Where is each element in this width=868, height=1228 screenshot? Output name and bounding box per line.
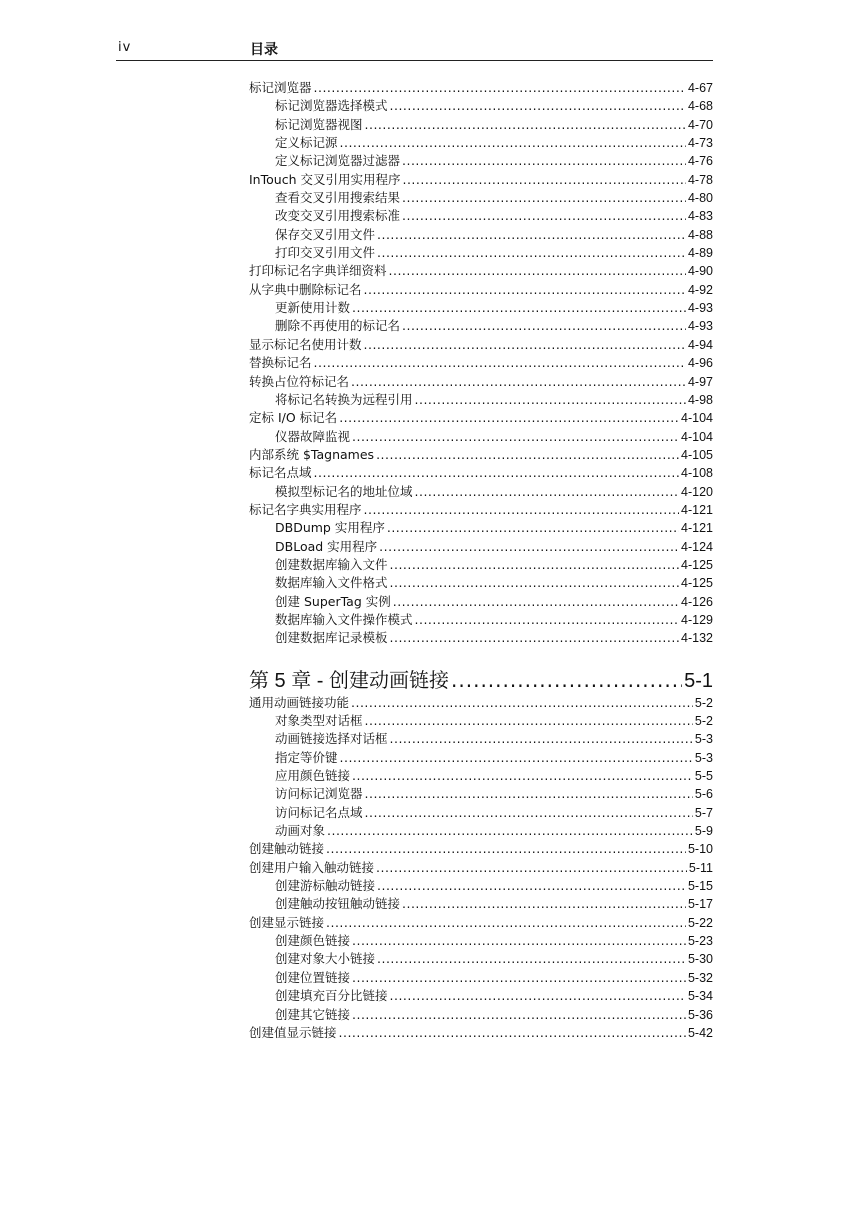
toc-entry-page: 4-94 <box>687 337 713 352</box>
dot-leader <box>389 262 686 280</box>
toc-entry-page: 5-5 <box>694 769 713 784</box>
toc-entry-label: 创建数据库记录模板 <box>275 630 388 646</box>
table-of-contents <box>249 79 713 1042</box>
toc-entry-page: 4-120 <box>681 484 713 499</box>
toc-entry-label: 内部系统 $Tagnames <box>249 446 375 462</box>
toc-entry-page: 4-105 <box>681 447 713 462</box>
dot-leader <box>415 483 680 501</box>
dot-leader <box>352 767 693 785</box>
toc-entry[interactable] <box>249 409 713 427</box>
dot-leader <box>352 428 679 446</box>
dot-leader <box>326 914 686 932</box>
toc-entry[interactable] <box>249 281 713 299</box>
toc-entry-page: 4-125 <box>681 557 713 572</box>
toc-entry-page: 4-124 <box>681 539 713 554</box>
toc-entry-label: DBLoad 实用程序 <box>275 538 378 554</box>
dot-leader <box>376 859 687 877</box>
toc-entry-page: 5-17 <box>687 897 713 912</box>
toc-entry-label: 对象类型对话框 <box>275 713 363 728</box>
toc-entry[interactable] <box>249 428 713 446</box>
toc-entry-page: 4-78 <box>687 172 713 187</box>
toc-entry-label: 数据库输入文件操作模式 <box>275 611 413 627</box>
toc-entry[interactable] <box>249 446 713 464</box>
toc-entry-page: 5-15 <box>687 879 713 894</box>
dot-leader <box>379 538 679 556</box>
toc-entry-label: InTouch 交叉引用实用程序 <box>249 171 401 187</box>
dot-leader <box>326 840 686 858</box>
toc-entry-label: 定义标记浏览器过滤器 <box>275 153 401 169</box>
dot-leader <box>352 299 686 317</box>
dot-leader <box>365 804 693 822</box>
toc-entry[interactable] <box>249 189 713 207</box>
chapter-title: 第 5 章 - 创建动画链接 <box>249 669 450 692</box>
toc-entry-label: 标记名点域 <box>249 465 312 481</box>
dot-leader <box>415 391 686 409</box>
toc-entry-page: 4-76 <box>687 154 713 169</box>
toc-entry[interactable] <box>249 299 713 317</box>
toc-entry-page: 4-104 <box>681 429 713 444</box>
dot-leader <box>402 317 686 335</box>
toc-entry-label: 动画链接选择对话框 <box>275 731 388 747</box>
toc-entry-label: 标记浏览器视图 <box>275 116 363 132</box>
dot-leader <box>402 895 686 913</box>
toc-entry-page: 4-125 <box>681 576 713 591</box>
toc-entry-label: 从字典中删除标记名 <box>249 281 362 297</box>
toc-entry-label: 标记浏览器选择模式 <box>275 98 388 114</box>
toc-entry[interactable] <box>249 501 713 519</box>
dot-leader <box>314 354 686 372</box>
toc-entry[interactable] <box>249 574 713 592</box>
toc-entry[interactable] <box>249 877 713 895</box>
dot-leader <box>390 556 680 574</box>
toc-entry-label: 保存交叉引用文件 <box>275 226 376 242</box>
toc-entry-page: 4-88 <box>687 227 713 242</box>
dot-leader <box>314 79 686 97</box>
dot-leader <box>352 932 686 950</box>
toc-entry-label: 打印交叉引用文件 <box>275 245 376 261</box>
dot-leader <box>390 629 680 647</box>
toc-entry[interactable] <box>249 987 713 1005</box>
toc-entry[interactable] <box>249 611 713 629</box>
toc-entry-page: 4-104 <box>681 411 713 426</box>
toc-entry-label: 创建数据库输入文件 <box>275 556 388 572</box>
dot-leader <box>402 152 686 170</box>
toc-entry[interactable] <box>249 914 713 932</box>
toc-entry-label: 打印标记名字典详细资料 <box>249 263 387 279</box>
toc-entry-label: 定标 I/O 标记名 <box>249 410 338 426</box>
dot-leader <box>377 877 686 895</box>
toc-entry-page: 5-23 <box>687 934 713 949</box>
toc-entry-label: 指定等价键 <box>275 749 338 765</box>
dot-leader <box>393 593 679 611</box>
toc-entry-page: 5-6 <box>694 787 713 802</box>
toc-entry-label: 创建对象大小链接 <box>275 951 376 967</box>
toc-entry-label: 更新使用计数 <box>275 300 351 316</box>
toc-entry[interactable] <box>249 483 713 501</box>
toc-entry-page: 4-92 <box>687 282 713 297</box>
toc-entry[interactable] <box>249 519 713 537</box>
toc-entry-label: 访问标记浏览器 <box>275 786 363 802</box>
toc-entry[interactable] <box>249 152 713 170</box>
toc-entry[interactable] <box>249 767 713 785</box>
toc-section-5 <box>249 694 713 1043</box>
dot-leader <box>365 785 693 803</box>
toc-entry[interactable] <box>249 712 713 730</box>
toc-entry-label: 访问标记名点域 <box>275 804 363 820</box>
toc-entry-page: 5-7 <box>694 805 713 820</box>
toc-entry-label: 创建颜色链接 <box>275 933 351 949</box>
toc-entry-page: 5-9 <box>694 824 713 839</box>
toc-entry-label: 删除不再使用的标记名 <box>275 318 401 334</box>
toc-entry-label: 创建用户输入触动链接 <box>249 859 375 875</box>
toc-entry-label: 创建触动按钮触动链接 <box>275 896 401 912</box>
toc-entry[interactable] <box>249 556 713 574</box>
toc-entry[interactable] <box>249 593 713 611</box>
toc-entry-page: 4-126 <box>681 594 713 609</box>
toc-entry-label: 查看交叉引用搜索结果 <box>275 190 401 206</box>
toc-entry-label: DBDump 实用程序 <box>275 520 385 536</box>
toc-entry-page: 4-90 <box>687 264 713 279</box>
dot-leader <box>402 207 686 225</box>
toc-entry-page: 5-36 <box>687 1007 713 1022</box>
dot-leader <box>365 116 686 134</box>
dot-leader <box>390 97 686 115</box>
toc-entry[interactable] <box>249 1024 713 1042</box>
dot-leader <box>377 950 686 968</box>
toc-entry-label: 显示标记名使用计数 <box>249 336 362 352</box>
toc-entry-page: 4-80 <box>687 191 713 206</box>
header-title: 目录 <box>250 42 278 58</box>
toc-entry-page: 5-42 <box>687 1025 713 1040</box>
dot-leader <box>365 712 693 730</box>
toc-entry[interactable] <box>249 373 713 391</box>
toc-entry-label: 将标记名转换为远程引用 <box>275 391 413 407</box>
toc-entry-label: 替换标记名 <box>249 355 312 371</box>
toc-entry[interactable] <box>249 317 713 335</box>
toc-entry[interactable] <box>249 391 713 409</box>
toc-section-4 <box>249 79 713 648</box>
toc-entry[interactable] <box>249 79 713 97</box>
toc-entry[interactable] <box>249 207 713 225</box>
toc-entry[interactable] <box>249 804 713 822</box>
toc-entry-page: 4-93 <box>687 319 713 334</box>
toc-entry[interactable] <box>249 354 713 372</box>
toc-entry-label: 创建其它链接 <box>275 1006 351 1022</box>
toc-entry-page: 4-96 <box>687 356 713 371</box>
chapter-page: 5-1 <box>684 669 713 692</box>
toc-entry-page: 5-32 <box>687 970 713 985</box>
toc-entry[interactable] <box>249 116 713 134</box>
dot-leader <box>415 611 680 629</box>
toc-entry[interactable] <box>249 244 713 262</box>
toc-entry[interactable] <box>249 822 713 840</box>
dot-leader <box>376 446 679 464</box>
toc-entry-page: 5-30 <box>687 952 713 967</box>
toc-entry-label: 创建值显示链接 <box>249 1024 337 1040</box>
toc-entry[interactable] <box>249 97 713 115</box>
dot-leader <box>387 519 679 537</box>
toc-entry-label: 通用动画链接功能 <box>249 694 350 710</box>
dot-leader <box>351 373 686 391</box>
toc-entry-label: 创建触动链接 <box>249 841 325 857</box>
toc-entry[interactable] <box>249 1006 713 1024</box>
toc-entry-page: 4-121 <box>681 521 713 536</box>
dot-leader <box>364 336 686 354</box>
toc-entry[interactable] <box>249 538 713 556</box>
toc-entry[interactable] <box>249 749 713 767</box>
dot-leader <box>377 244 686 262</box>
dot-leader <box>352 1006 686 1024</box>
toc-entry-page: 4-132 <box>681 631 713 646</box>
toc-entry-label: 创建游标触动链接 <box>275 878 376 894</box>
dot-leader <box>364 281 686 299</box>
toc-entry-label: 应用颜色链接 <box>275 768 351 784</box>
dot-leader <box>352 969 686 987</box>
dot-leader <box>339 1024 686 1042</box>
toc-entry[interactable] <box>249 336 713 354</box>
dot-leader <box>327 822 693 840</box>
dot-leader <box>364 501 680 519</box>
toc-entry-label: 创建显示链接 <box>249 914 325 930</box>
dot-leader <box>314 464 680 482</box>
toc-entry-label: 改变交叉引用搜索标准 <box>275 208 401 224</box>
dot-leader <box>340 749 693 767</box>
toc-entry-page: 4-68 <box>687 99 713 114</box>
toc-entry-page: 4-93 <box>687 301 713 316</box>
toc-entry-label: 定义标记源 <box>275 135 338 151</box>
dot-leader <box>390 987 686 1005</box>
toc-entry[interactable] <box>249 840 713 858</box>
toc-entry[interactable] <box>249 859 713 877</box>
dot-leader <box>340 134 686 152</box>
toc-entry-page: 5-34 <box>687 989 713 1004</box>
toc-entry[interactable] <box>249 785 713 803</box>
toc-entry[interactable] <box>249 950 713 968</box>
toc-entry[interactable] <box>249 464 713 482</box>
dot-leader <box>451 667 682 694</box>
dot-leader <box>402 171 686 189</box>
toc-entry-page: 5-3 <box>694 732 713 747</box>
page-header <box>116 38 713 61</box>
toc-entry[interactable] <box>249 969 713 987</box>
toc-entry-label: 模拟型标记名的地址位域 <box>275 483 413 499</box>
page-number: iv <box>118 40 132 55</box>
toc-entry[interactable] <box>249 134 713 152</box>
toc-entry[interactable] <box>249 932 713 950</box>
toc-entry-page: 5-22 <box>687 915 713 930</box>
toc-entry-page: 4-67 <box>687 81 713 95</box>
toc-entry-page: 5-10 <box>687 842 713 857</box>
toc-entry[interactable] <box>249 694 713 712</box>
chapter-heading[interactable] <box>249 667 713 694</box>
toc-entry-page: 5-3 <box>694 750 713 765</box>
toc-entry-label: 创建填充百分比链接 <box>275 988 388 1004</box>
dot-leader <box>402 189 686 207</box>
toc-entry-label: 标记浏览器 <box>249 80 312 95</box>
toc-entry-page: 4-73 <box>687 136 713 151</box>
dot-leader <box>339 409 679 427</box>
dot-leader <box>351 694 693 712</box>
toc-entry-label: 动画对象 <box>275 823 326 839</box>
toc-entry-label: 转换占位符标记名 <box>249 373 350 389</box>
toc-entry-page: 4-108 <box>681 466 713 481</box>
toc-entry[interactable] <box>249 730 713 748</box>
toc-entry-page: 4-83 <box>687 209 713 224</box>
toc-entry-page: 4-129 <box>681 612 713 627</box>
toc-entry-label: 仪器故障监视 <box>275 428 351 444</box>
toc-entry-label: 创建位置链接 <box>275 969 351 985</box>
dot-leader <box>390 574 680 592</box>
toc-entry-page: 4-98 <box>687 392 713 407</box>
toc-entry[interactable] <box>249 629 713 647</box>
toc-entry[interactable] <box>249 226 713 244</box>
toc-entry-page: 5-11 <box>688 860 713 875</box>
toc-entry-page: 4-89 <box>687 246 713 261</box>
dot-leader <box>377 226 686 244</box>
toc-entry[interactable] <box>249 895 713 913</box>
toc-entry-page: 4-121 <box>681 502 713 517</box>
toc-entry-page: 5-2 <box>694 714 713 728</box>
toc-entry-label: 数据库输入文件格式 <box>275 575 388 591</box>
toc-entry-page: 5-2 <box>694 695 713 710</box>
toc-entry[interactable] <box>249 262 713 280</box>
toc-entry[interactable] <box>249 171 713 189</box>
toc-entry-page: 4-70 <box>687 117 713 132</box>
toc-entry-page: 4-97 <box>687 374 713 389</box>
dot-leader <box>390 730 693 748</box>
toc-entry-label: 标记名字典实用程序 <box>249 501 362 517</box>
toc-entry-label: 创建 SuperTag 实例 <box>275 593 391 609</box>
